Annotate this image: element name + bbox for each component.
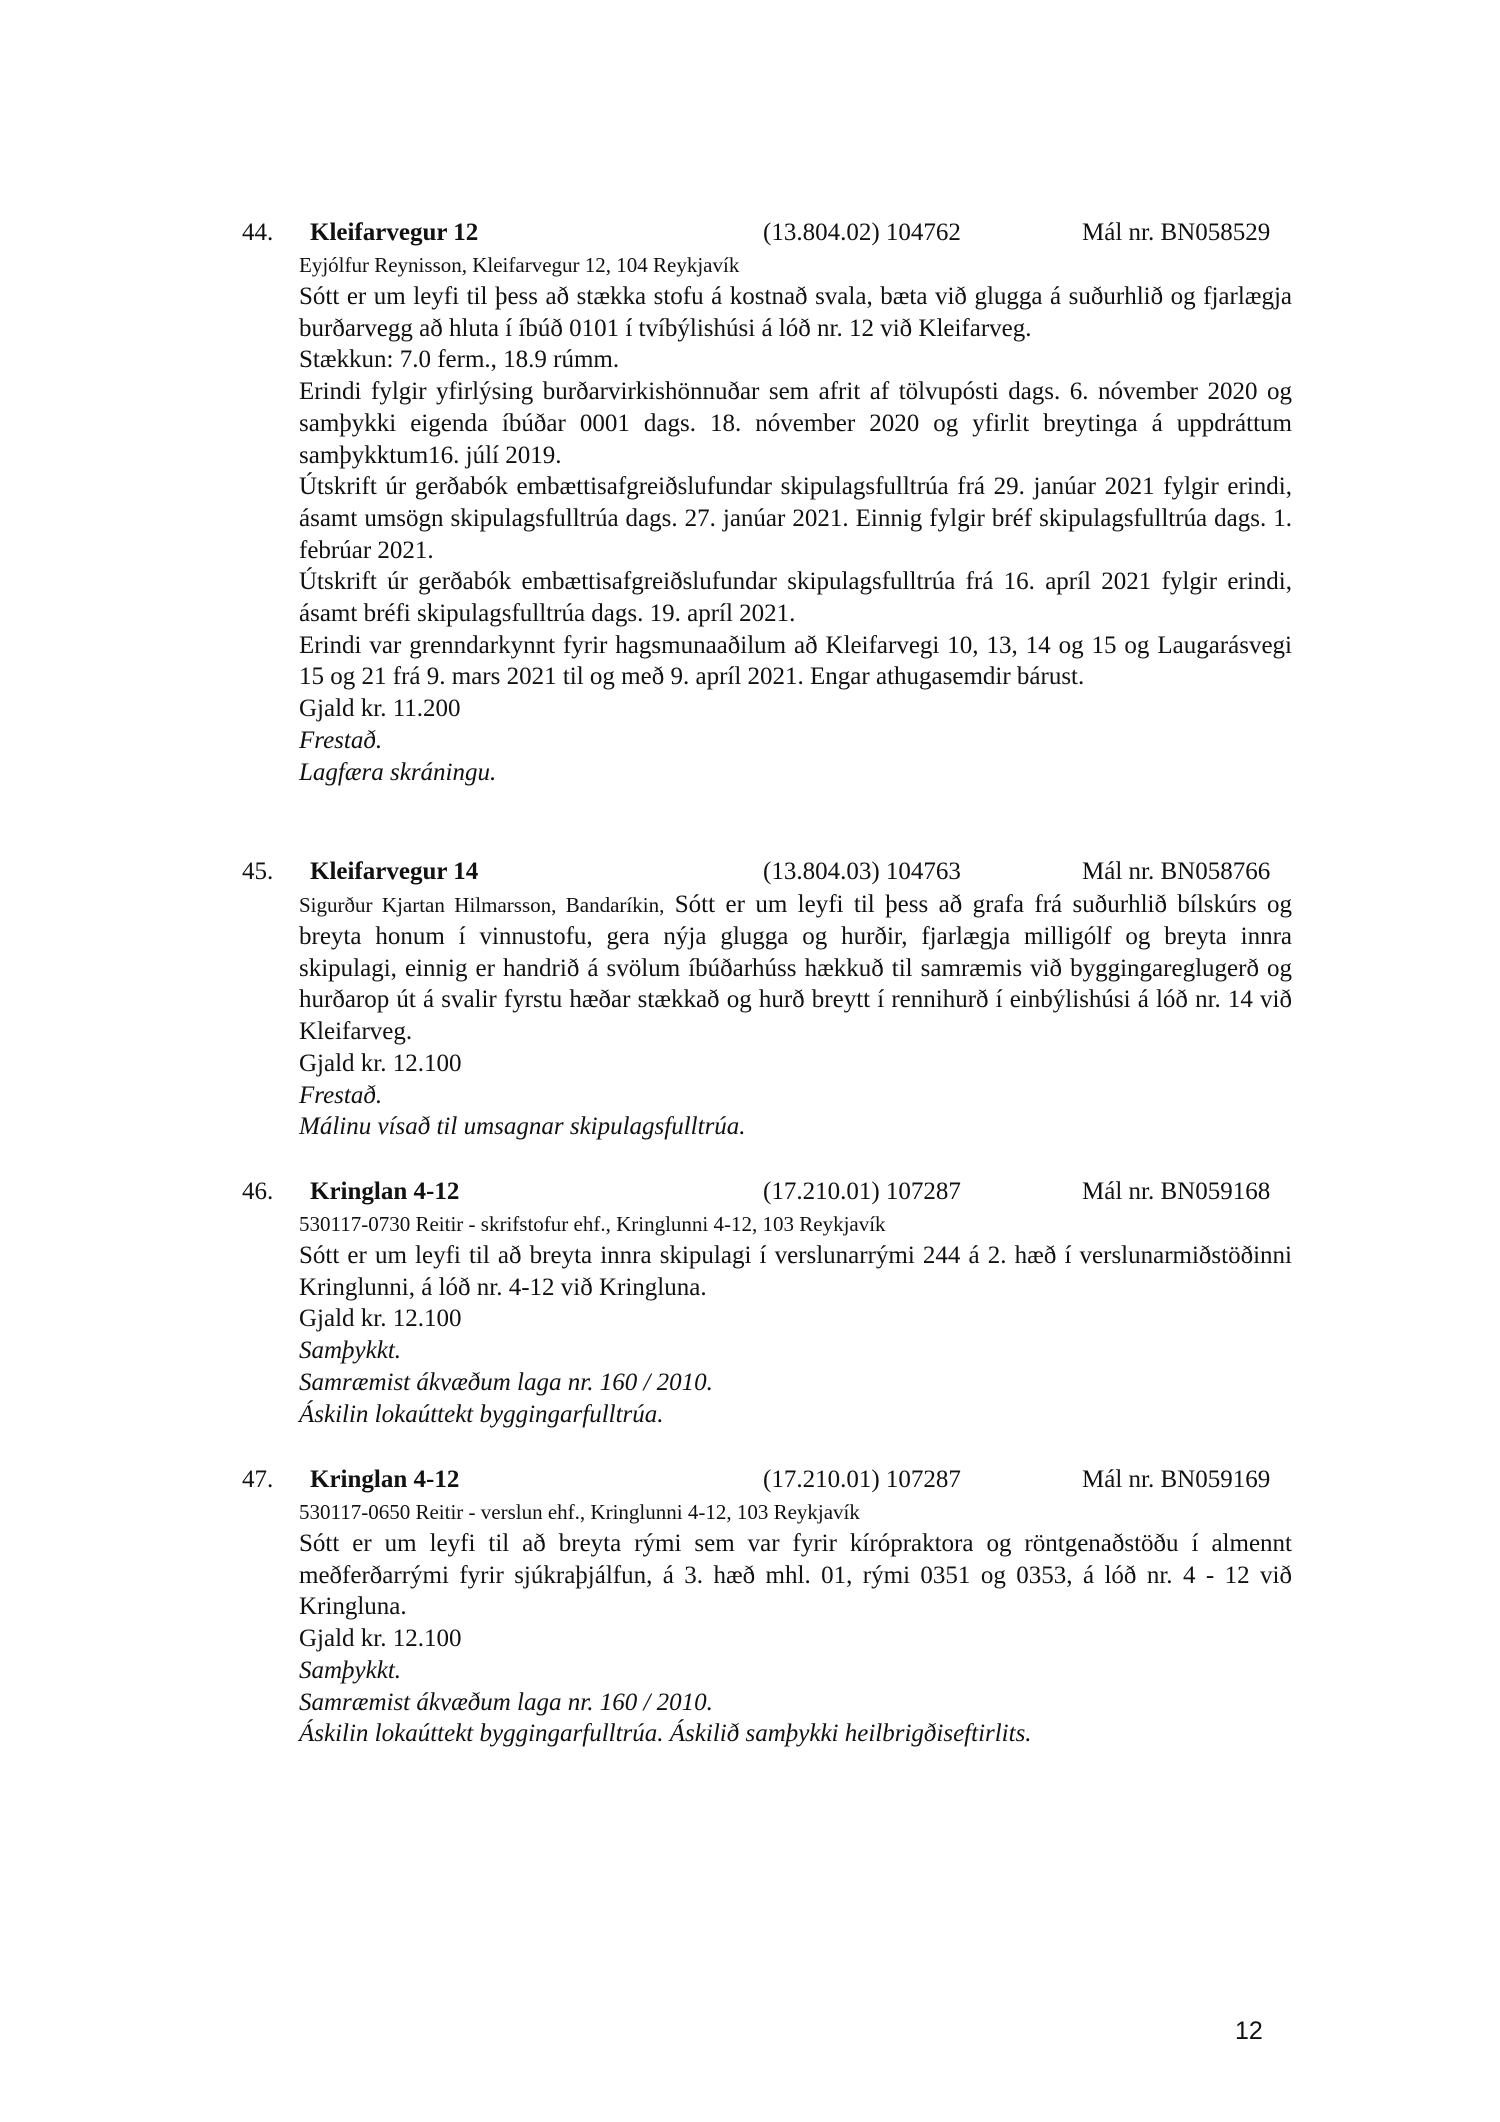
- case-header: [242, 855, 1292, 889]
- case-paragraph: Útskrift úr gerðabók embættisafgreiðslufundar skipulagsfulltrúa frá 16. apríl 2021 fylgir erindi, ásamt bréfi skipulagsfulltrúa dags. 19. apríl 2021.: [299, 568, 1292, 628]
- case-reference: (13.804.02) 104762: [763, 219, 961, 246]
- case-number: 44.: [242, 219, 274, 246]
- case-address: Kringlan 4-12: [310, 1178, 460, 1205]
- case-address: Kringlan 4-12: [310, 1466, 460, 1493]
- case-decision: Frestað.: [299, 1081, 383, 1109]
- case-decision: Samræmist ákvæðum laga nr. 160 / 2010.: [299, 1688, 713, 1716]
- case-paragraph: Erindi var grenndarkynnt fyrir hagsmunaaðilum að Kleifarvegi 10, 13, 14 og 15 og Laugarásvegi 15 og 21 frá 9. mars 2021 til og með 9. apríl 2021. Engar athugasemdir bárust.: [299, 631, 1292, 691]
- case-body: [299, 889, 1292, 1143]
- case-file-number: Mál nr. BN059169: [1082, 1466, 1271, 1493]
- case-paragraph: Sótt er um leyfi til þess að stækka stofu á kostnað svala, bæta við glugga á suðurhlið og fjarlægja burðarvegg að hluta í íbúð 0101 í tvíbýlishúsi á lóð nr. 12 við Kleifarveg.: [299, 283, 1292, 342]
- case-applicant: Sigurður Kjartan Hilmarsson, Bandaríkin,: [299, 893, 665, 917]
- case-reference: (13.804.03) 104763: [763, 858, 961, 885]
- case-header: [242, 1175, 1292, 1209]
- case-item-44: [242, 216, 1292, 788]
- case-file-number: Mál nr. BN058529: [1082, 219, 1271, 246]
- case-header: [242, 216, 1292, 250]
- case-file-number: Mál nr. BN059168: [1082, 1178, 1271, 1205]
- case-number: 46.: [242, 1178, 274, 1205]
- case-description: Sótt er um leyfi til þess að grafa frá suðurhlið bílskúrs og breyta honum í vinnustofu, gera nýja glugga og hurðir, fjarlægja milligólf og breyta innra skipulagi, einnig er handrið á svölum íbúðarhúss hækkuð til samræmis við byggingareglugerð og hurðarop út á svalir fyrstu hæðar stækkað og hurð breytt í rennihurð í einbýlishúsi á lóð nr. 14 við Kleifarveg.: [299, 891, 1293, 1046]
- case-applicant: 530117-0730 Reitir - skrifstofur ehf., Kringlunni 4-12, 103 Reykjavík: [299, 1212, 886, 1236]
- case-fee: Gjald kr. 12.100: [299, 1305, 462, 1333]
- page-number: 12: [1235, 2017, 1263, 2045]
- case-fee: Gjald kr. 12.100: [299, 1049, 462, 1077]
- case-reference: (17.210.01) 107287: [763, 1178, 961, 1205]
- case-body: [299, 1497, 1292, 1750]
- case-decision: Málinu vísað til umsagnar skipulagsfulltrúa.: [299, 1113, 746, 1141]
- case-decision: Áskilin lokaúttekt byggingarfulltrúa. Áskilið samþykki heilbrigðiseftirlits.: [299, 1720, 1032, 1748]
- case-paragraph: Sótt er um leyfi til að breyta innra skipulagi í verslunarrými 244 á 2. hæð í verslunarmiðstöðinni Kringlunni, á lóð nr. 4-12 við Kringluna.: [299, 1242, 1292, 1301]
- case-paragraph: Stækkun: 7.0 ferm., 18.9 rúmm.: [299, 346, 620, 374]
- case-body: [299, 250, 1292, 788]
- case-paragraph: Útskrift úr gerðabók embættisafgreiðslufundar skipulagsfulltrúa frá 29. janúar 2021 fylgir erindi, ásamt umsögn skipulagsfulltrúa dags. 27. janúar 2021. Einnig fylgir bréf skipulagsfulltrúa dags. 1. febrúar 2021.: [299, 473, 1292, 564]
- case-decision: Áskilin lokaúttekt byggingarfulltrúa.: [299, 1400, 664, 1428]
- case-applicant: 530117-0650 Reitir - verslun ehf., Kringlunni 4-12, 103 Reykjavík: [299, 1500, 860, 1524]
- case-header: [242, 1463, 1292, 1497]
- case-body: [299, 1209, 1292, 1430]
- case-paragraph: Erindi fylgir yfirlýsing burðarvirkishönnuðar sem afrit af tölvupósti dags. 6. nóvember 2020 og samþykki eigenda íbúðar 0001 dags. 18. nóvember 2020 og yfirlit breytinga á uppdráttum samþykktum16. júlí 2019.: [299, 378, 1292, 469]
- case-item-45: [242, 855, 1292, 1143]
- case-item-46: [242, 1175, 1292, 1430]
- case-fee: Gjald kr. 11.200: [299, 695, 461, 723]
- case-decision: Samræmist ákvæðum laga nr. 160 / 2010.: [299, 1368, 713, 1396]
- case-address: Kleifarvegur 12: [310, 219, 479, 246]
- case-decision: Lagfæra skráningu.: [299, 758, 497, 786]
- case-number: 47.: [242, 1466, 274, 1493]
- case-address: Kleifarvegur 14: [310, 858, 479, 885]
- case-paragraph: [299, 889, 1292, 1048]
- case-paragraph: Sótt er um leyfi til að breyta rými sem var fyrir kírópraktora og röntgenaðstöðu í almennt meðferðarrými fyrir sjúkraþjálfun, á 3. hæð mhl. 01, rými 0351 og 0353, á lóð nr. 4 - 12 við Kringluna.: [299, 1530, 1292, 1621]
- case-decision: Samþykkt.: [299, 1337, 402, 1365]
- case-decision: Frestað.: [299, 726, 383, 754]
- case-applicant: Eyjólfur Reynisson, Kleifarvegur 12, 104 Reykjavík: [299, 253, 740, 277]
- case-reference: (17.210.01) 107287: [763, 1466, 961, 1493]
- case-fee: Gjald kr. 12.100: [299, 1625, 462, 1653]
- case-file-number: Mál nr. BN058766: [1082, 858, 1271, 885]
- case-item-47: [242, 1463, 1292, 1750]
- case-number: 45.: [242, 858, 274, 885]
- case-decision: Samþykkt.: [299, 1656, 402, 1684]
